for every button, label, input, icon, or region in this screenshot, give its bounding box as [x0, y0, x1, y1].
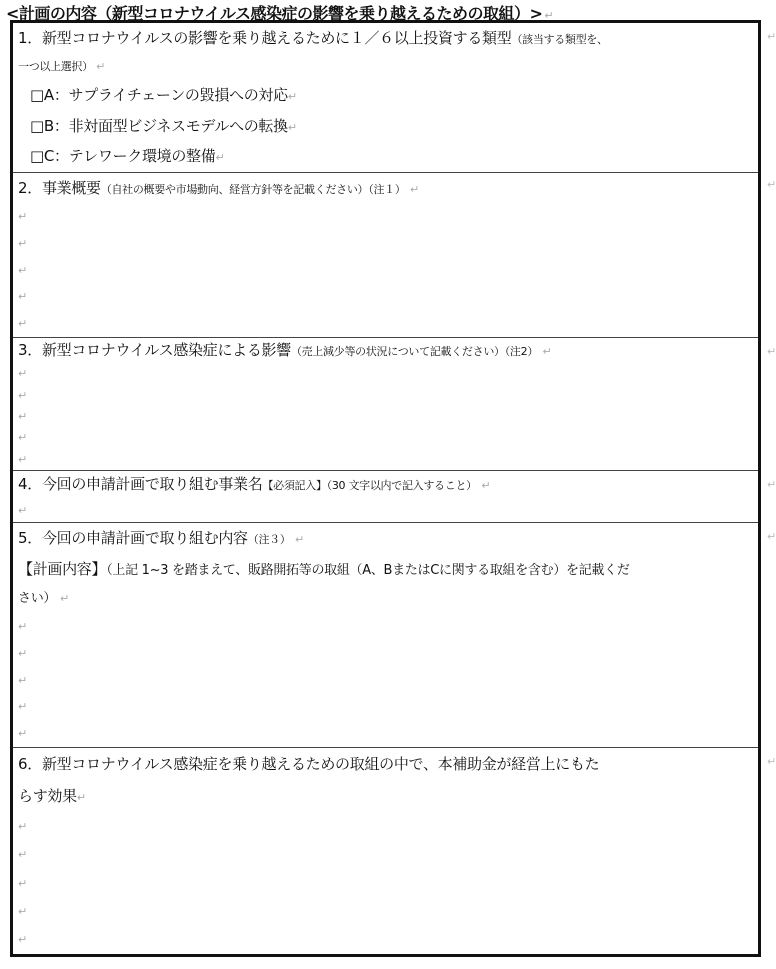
- row-end-mark: ↵: [767, 178, 776, 191]
- row-end-mark: ↵: [767, 30, 776, 43]
- row-end-mark: ↵: [767, 530, 776, 543]
- section-business-overview[interactable]: 2．事業概要（自社の概要や市場動向、経営方針等を記載ください）（注１） ↵ ↵ ↵ ↵ ↵ ↵: [13, 172, 758, 337]
- section-1-heading: 1．新型コロナウイルスの影響を乗り越えるために１／６以上投資する類型: [18, 28, 512, 47]
- plan-form-table: [10, 20, 761, 957]
- row-end-mark: ↵: [767, 755, 776, 768]
- row-end-mark: ↵: [767, 478, 776, 491]
- section-investment-type: 1．新型コロナウイルスの影響を乗り越えるために１／６以上投資する類型（該当する類型を、 一つ以上選択） ↵ □A：サプライチェーンの毀損への対応↵ □B：非対面型ビジネスモデルへの転換↵ □C：テレワーク環境の整備↵: [13, 23, 758, 172]
- section-covid-impact[interactable]: 3．新型コロナウイルス感染症による影響（売上減少等の状況について記載ください）（注2） ↵ ↵ ↵ ↵ ↵ ↵: [13, 337, 758, 470]
- checkbox-option-b[interactable]: □B：非対面型ビジネスモデルへの転換↵: [30, 116, 297, 135]
- checkbox-option-c[interactable]: □C：テレワーク環境の整備↵: [30, 147, 225, 166]
- checkbox-option-a[interactable]: □A：サプライチェーンの毀損への対応↵: [30, 85, 297, 104]
- section-subsidy-effect[interactable]: 6．新型コロナウイルス感染症を乗り越えるための取組の中で、本補助金が経営上にもた らす効果↵ ↵ ↵ ↵ ↵ ↵: [13, 747, 758, 954]
- section-project-name[interactable]: 4．今回の申請計画で取り組む事業名【必須記入】（30 文字以内で記入すること） ↵ ↵: [13, 470, 758, 522]
- section-plan-content[interactable]: 5．今回の申請計画で取り組む内容（注３） ↵ 【計画内容】（上記 1~3 を踏まえて、販路開拓等の取組（A、BまたはCに関する取組を含む）を記載くだ さい） ↵ ↵ ↵ ↵ ↵ ↵: [13, 522, 758, 747]
- page-title: <計画の内容（新型コロナウイルス感染症の影響を乗り越えるための取組）> ↵: [6, 4, 554, 23]
- row-end-mark: ↵: [767, 345, 776, 358]
